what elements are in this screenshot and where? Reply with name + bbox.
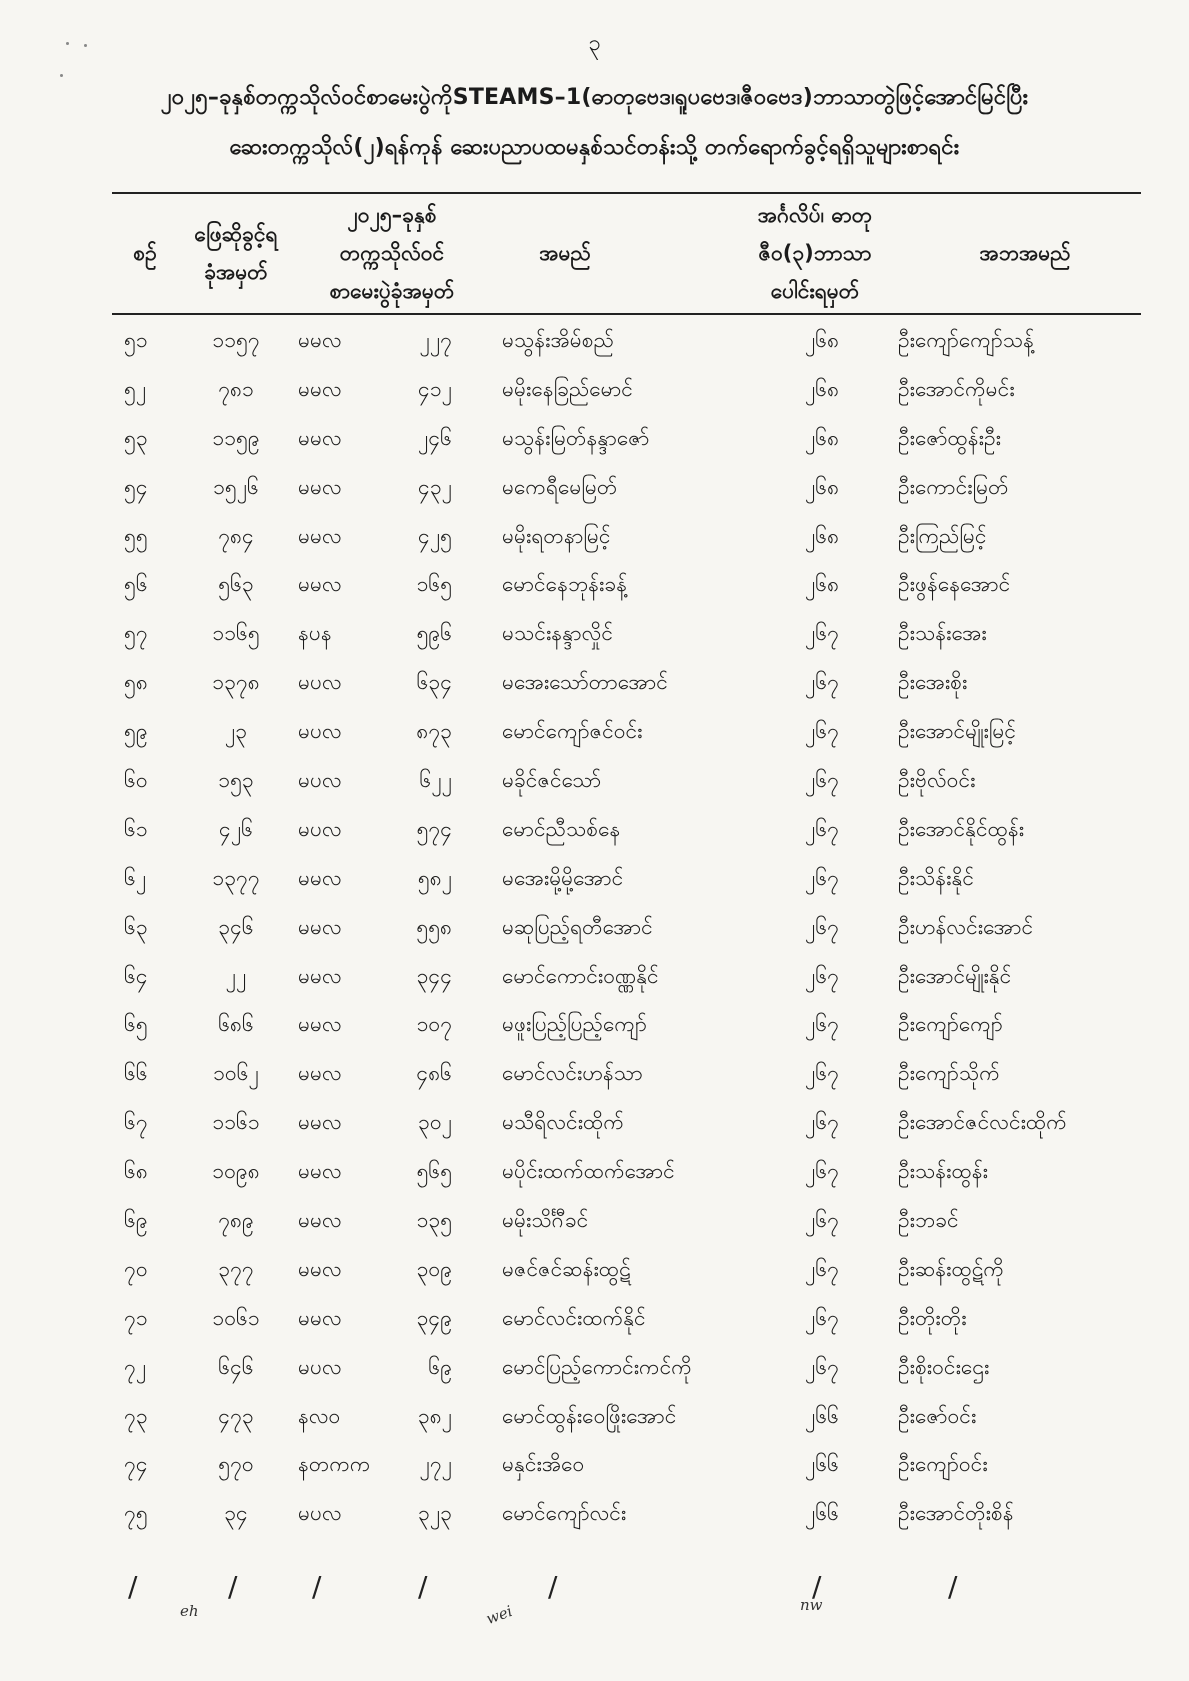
row-marks: ၂၆၇	[805, 1159, 839, 1184]
table-top-rule	[112, 192, 1141, 194]
footer-initial-3: nw	[800, 1596, 823, 1614]
row-serial-no: ၇၃	[124, 1403, 148, 1428]
row-exam-no: ၄၁၂	[418, 376, 452, 401]
table-row	[112, 1198, 1142, 1247]
row-name: မခိုင်ဇင်သော်	[502, 767, 602, 792]
row-roll-no: ၇၈၁	[218, 376, 254, 401]
row-name: မပိုင်းထက်ထက်အောင်	[502, 1159, 675, 1184]
row-marks: ၂၆၈	[804, 572, 840, 597]
row-exam-prefix: နတကက	[298, 1452, 371, 1477]
row-serial-no: ၅၁	[124, 327, 148, 352]
row-roll-no: ၁၃၇၈	[212, 670, 260, 695]
row-exam-no: ၃၀၉	[416, 1256, 452, 1281]
row-exam-no: ၆၃၄	[416, 670, 452, 695]
header-father-name: အဘအမည်	[979, 241, 1071, 265]
row-roll-no: ၁၃၇၇	[212, 865, 260, 890]
row-serial-no: ၇၅	[124, 1501, 148, 1526]
row-marks: ၂၆၆	[805, 1452, 839, 1477]
table-row	[112, 758, 1142, 807]
footer-mark-7: /	[948, 1570, 958, 1603]
row-father-name: ဦးသန်းထွန်း	[898, 1159, 988, 1184]
row-father-name: ဦးအောင်မျိုးမြင့်	[898, 719, 1016, 744]
table-row	[112, 1149, 1142, 1198]
row-exam-prefix: နလဝ	[298, 1403, 341, 1428]
row-roll-no: ၄၂၆	[219, 816, 253, 841]
row-exam-prefix: မမလ	[298, 425, 342, 450]
row-exam-prefix: နပန	[298, 621, 332, 646]
table-row	[112, 318, 1142, 367]
row-serial-no: ၅၆	[124, 572, 148, 597]
row-father-name: ဦးကျော်ကျော်သန့်	[898, 327, 1034, 352]
row-marks: ၂၆၇	[805, 1354, 839, 1379]
header-serial-no: စဉ်	[133, 241, 157, 265]
row-marks: ၂၆၇	[805, 1061, 839, 1086]
row-exam-prefix: မမလ	[298, 376, 342, 401]
row-exam-prefix: မမလ	[298, 865, 342, 890]
row-serial-no: ၆၆	[124, 1061, 148, 1086]
row-exam-no: ၅၇၄	[416, 816, 452, 841]
footer-initial-2: wei	[483, 1602, 515, 1628]
row-exam-prefix: မမလ	[298, 963, 342, 988]
row-roll-no: ၁၁၆၁	[212, 1110, 260, 1135]
row-exam-no: ၃၂၃	[418, 1501, 452, 1526]
row-father-name: ဦးတိုးတိုး	[898, 1305, 967, 1330]
row-marks: ၂၆၇	[805, 1012, 839, 1037]
row-exam-no: ၅၈၂	[417, 865, 452, 890]
row-exam-prefix: မပလ	[298, 719, 342, 744]
table-row	[112, 416, 1142, 465]
row-name: မောင်ထွန်းဝေဖြိုးအောင်	[502, 1403, 677, 1428]
row-father-name: ဦးအောင်မျိုးနိုင်	[898, 963, 1012, 988]
scan-speck	[60, 74, 63, 77]
row-marks: ၂၆၈	[804, 474, 840, 499]
row-serial-no: ၅၂	[124, 376, 147, 401]
row-roll-no: ၃၄၆	[218, 914, 254, 939]
row-marks: ၂၆၇	[805, 767, 839, 792]
row-father-name: ဦးကျော်ဝင်း	[898, 1452, 988, 1477]
row-father-name: ဦးဗိုလ်ဝင်း	[898, 767, 976, 792]
row-roll-no: ၁၁၅၉	[212, 425, 260, 450]
row-name: မသင်းနန္ဒာလှိုင်	[502, 621, 613, 646]
row-serial-no: ၆၇	[124, 1110, 148, 1135]
footer-initial-1: eh	[180, 1602, 199, 1620]
row-exam-no: ၈၇၃	[416, 719, 452, 744]
row-father-name: ဦးသန်းအေး	[898, 621, 987, 646]
row-father-name: ဦးသိန်းနိုင်	[898, 865, 974, 890]
table-row	[112, 1100, 1142, 1149]
row-serial-no: ၆၀	[124, 767, 148, 792]
header-name: အမည်	[539, 241, 591, 265]
row-name: မသွန်းအိမ်စည်	[502, 327, 614, 352]
footer-mark-1: /	[128, 1570, 138, 1603]
row-exam-prefix: မမလ	[298, 1012, 342, 1037]
row-exam-prefix: မပလ	[298, 816, 342, 841]
row-exam-prefix: မမလ	[298, 1061, 342, 1086]
row-father-name: ဦးဆန်းထွဋ်ကို	[898, 1256, 1004, 1281]
row-name: မနှင်းအိဝေ	[502, 1452, 585, 1477]
row-marks: ၂၆၇	[805, 1256, 839, 1281]
row-roll-no: ၁၅၂၆	[213, 474, 259, 499]
row-marks: ၂၆၇	[805, 670, 839, 695]
row-marks: ၂၆၈	[804, 425, 840, 450]
row-serial-no: ၅၉	[124, 719, 148, 744]
table-row	[112, 1247, 1142, 1296]
row-marks: ၂၆၇	[805, 865, 839, 890]
row-exam-no: ၄၈၆	[416, 1061, 452, 1086]
row-serial-no: ၅၈	[124, 670, 148, 695]
row-exam-no: ၅၆၅	[416, 1159, 452, 1184]
row-serial-no: ၅၇	[124, 621, 148, 646]
document-title-line-2: ဆေးတက္ကသိုလ်(၂)ရန်ကုန် ဆေးပညာပထမနှစ်သင်တန်းသို့ တက်ရောက်ခွင့်ရရှိသူများစာရင်း	[229, 135, 960, 160]
row-name: မသီရိလင်းထိုက်	[502, 1110, 624, 1135]
row-name: မကေရီမေမြတ်	[502, 474, 618, 499]
row-marks: ၂၆၇	[805, 719, 839, 744]
row-exam-prefix: မမလ	[298, 327, 342, 352]
row-exam-prefix: မပလ	[298, 1501, 342, 1526]
row-roll-no: ၇၈၄	[218, 523, 254, 548]
row-father-name: ဦးအောင်တိုးစိန်	[898, 1501, 1014, 1526]
row-serial-no: ၆၂	[124, 865, 147, 890]
footer-mark-6: /	[812, 1570, 822, 1603]
row-father-name: ဦးဖွန်နေအောင်	[898, 572, 1011, 597]
row-father-name: ဦးဘခင်	[898, 1207, 959, 1232]
table-row	[112, 905, 1142, 954]
table-row	[112, 1491, 1142, 1540]
row-name: မသွန်းမြတ်နန္ဒာဇော်	[502, 425, 650, 450]
row-exam-no: ၂၂၇	[419, 327, 452, 352]
row-name: မမိုးနေခြည်မောင်	[502, 376, 633, 401]
row-exam-no: ၄၂၅	[418, 523, 452, 548]
table-header-rule	[112, 313, 1141, 315]
row-father-name: ဦးဇော်ထွန်းဦး	[898, 425, 1001, 450]
row-exam-no: ၂၄၆	[418, 425, 452, 450]
document-title-line-1: ၂၀၂၅–ခုနှစ်တက္ကသိုလ်ဝင်စာမေးပွဲကိုSTEAMS–1(ဓာတုဗေဒ၊ရူပဗေဒ၊ဇီဝဗေဒ)ဘာသာတွဲဖြင့်အောင်မြင်ပြီး	[160, 85, 1029, 110]
row-serial-no: ၆၅	[124, 1012, 148, 1037]
results-table	[112, 318, 1142, 1540]
row-roll-no: ၇၈၉	[218, 1207, 254, 1232]
row-serial-no: ၅၅	[124, 523, 148, 548]
row-roll-no: ၂၃	[224, 719, 248, 744]
row-marks: ၂၆၇	[805, 914, 839, 939]
header-roll-no: ဖြေဆိုခွင့်ရ ခုံအမှတ်	[194, 222, 278, 284]
row-roll-no: ၄၇၃	[218, 1403, 254, 1428]
row-marks: ၂၆၇	[805, 1207, 839, 1232]
row-father-name: ဦးကောင်းမြတ်	[898, 474, 1009, 499]
row-roll-no: ၁၁၅၇	[212, 327, 260, 352]
row-exam-prefix: မမလ	[298, 1305, 342, 1330]
row-marks: ၂၆၇	[805, 1110, 839, 1135]
row-father-name: ဦးဟန်လင်းအောင်	[898, 914, 1034, 939]
row-marks: ၂၆၆	[805, 1501, 839, 1526]
row-serial-no: ၆၁	[124, 816, 148, 841]
row-serial-no: ၆၈	[124, 1159, 148, 1184]
row-serial-no: ၆၉	[124, 1207, 148, 1232]
row-exam-no: ၁၀၇	[416, 1012, 452, 1037]
table-row	[112, 611, 1142, 660]
row-exam-no: ၂၇၂	[419, 1452, 452, 1477]
row-father-name: ဦးအောင်ကိုမင်း	[898, 376, 1015, 401]
scan-speck	[66, 42, 69, 45]
page-number: ၃	[588, 31, 601, 56]
row-marks: ၂၆၈	[804, 327, 840, 352]
table-row	[112, 954, 1142, 1003]
row-name: မောင်နေဘုန်းခန့်	[502, 572, 628, 597]
row-exam-no: ၆၂၂	[419, 767, 452, 792]
table-row	[112, 1394, 1142, 1443]
row-father-name: ဦးစိုးဝင်းဌေး	[898, 1354, 990, 1379]
row-roll-no: ၆၈၆	[218, 1012, 254, 1037]
row-father-name: ဦးကျော်သိုက်	[898, 1061, 1000, 1086]
row-exam-no: ၁၆၅	[416, 572, 452, 597]
row-marks: ၂၆၈	[804, 376, 840, 401]
footer-mark-3: /	[312, 1570, 322, 1603]
row-exam-prefix: မမလ	[298, 474, 342, 499]
row-name: မမိုးသိင်္ဂီခင်	[502, 1207, 589, 1232]
row-exam-prefix: မမလ	[298, 1159, 342, 1184]
row-exam-prefix: မမလ	[298, 523, 342, 548]
header-marks: အင်္ဂလိပ်၊ ဓာတု ဇီဝ(၃)ဘာသာ ပေါင်းရမှတ်	[757, 203, 873, 303]
row-exam-prefix: မပလ	[298, 670, 342, 695]
row-father-name: ဦးကျော်ကျော်	[898, 1012, 1003, 1037]
row-marks: ၂၆၇	[805, 816, 839, 841]
row-marks: ၂၆၆	[805, 1403, 839, 1428]
row-exam-prefix: မမလ	[298, 1207, 342, 1232]
row-marks: ၂၆၇	[805, 963, 839, 988]
row-name: မောင်ကျော်ဇင်ဝင်း	[502, 719, 643, 744]
row-roll-no: ၁၀၉၈	[212, 1159, 260, 1184]
row-exam-no: ၄၃၂	[418, 474, 452, 499]
row-name: မောင်လင်းထက်နိုင်	[502, 1305, 646, 1330]
table-row	[112, 1002, 1142, 1051]
row-serial-no: ၇၁	[124, 1305, 148, 1330]
row-roll-no: ၁၁၆၅	[212, 621, 260, 646]
row-father-name: ဦးအောင်ဇင်လင်းထိုက်	[898, 1110, 1067, 1135]
table-row	[112, 562, 1142, 611]
table-row	[112, 1051, 1142, 1100]
row-name: မအေးမို့မို့အောင်	[502, 865, 624, 890]
row-marks: ၂၆၇	[805, 621, 839, 646]
row-serial-no: ၇၀	[124, 1256, 148, 1281]
row-name: မောင်ညီသစ်နေ	[502, 816, 621, 841]
row-exam-prefix: မမလ	[298, 914, 342, 939]
row-name: မအေးသော်တာအောင်	[502, 670, 668, 695]
row-serial-no: ၆၄	[124, 963, 148, 988]
row-name: မဇင်ဇင်ဆန်းထွဋ်	[502, 1256, 631, 1281]
row-name: မဖူးပြည့်ပြည့်ကျော်	[502, 1012, 647, 1037]
row-roll-no: ၃၇၇	[218, 1256, 254, 1281]
table-row	[112, 1345, 1142, 1394]
row-exam-no: ၁၃၅	[416, 1207, 452, 1232]
row-exam-no: ၆၉	[428, 1354, 452, 1379]
row-father-name: ဦးအေးစိုး	[898, 670, 968, 695]
footer-mark-4: /	[418, 1570, 428, 1603]
row-marks: ၂၆၈	[804, 523, 840, 548]
results-table-body	[112, 318, 1142, 1540]
row-roll-no: ၆၄၆	[218, 1354, 254, 1379]
row-roll-no: ၁၅၃	[218, 767, 254, 792]
row-serial-no: ၇၄	[124, 1452, 148, 1477]
table-row	[112, 856, 1142, 905]
row-exam-no: ၅၉၆	[416, 621, 452, 646]
table-row	[112, 514, 1142, 563]
header-exam-no: ၂၀၂၅–ခုနှစ် တက္ကသိုလ်ဝင် စာမေးပွဲခုံအမှတ်	[329, 203, 455, 303]
row-name: မောင်ကောင်းဝဏ္ဏနိုင်	[502, 963, 659, 988]
row-name: မောင်ကျော်လင်း	[502, 1501, 627, 1526]
row-roll-no: ၁၀၆၁	[212, 1305, 260, 1330]
row-exam-no: ၃၄၄	[416, 963, 452, 988]
row-exam-no: ၅၅၈	[416, 914, 452, 939]
footer-mark-5: /	[548, 1570, 558, 1603]
table-row	[112, 465, 1142, 514]
row-father-name: ဦးဇော်ဝင်း	[898, 1403, 977, 1428]
table-row	[112, 1442, 1142, 1491]
row-exam-prefix: မမလ	[298, 572, 342, 597]
row-father-name: ဦးကြည်မြင့်	[898, 523, 987, 548]
table-row	[112, 1296, 1142, 1345]
row-marks: ၂၆၇	[805, 1305, 839, 1330]
row-roll-no: ၁၀၆၂	[213, 1061, 259, 1086]
row-exam-no: ၃၈၂	[417, 1403, 452, 1428]
footer-mark-2: /	[228, 1570, 238, 1603]
row-serial-no: ၅၄	[124, 474, 148, 499]
scan-speck	[84, 44, 87, 47]
row-name: မမိုးရတနာမြင့်	[502, 523, 611, 548]
row-serial-no: ၆၃	[124, 914, 148, 939]
row-roll-no: ၅၆၃	[218, 572, 254, 597]
row-father-name: ဦးအောင်နိုင်ထွန်း	[898, 816, 1025, 841]
row-exam-prefix: မပလ	[298, 1354, 342, 1379]
row-name: မောင်လင်းဟန်သာ	[502, 1061, 643, 1086]
row-exam-prefix: မပလ	[298, 767, 342, 792]
row-serial-no: ၅၃	[124, 425, 148, 450]
table-row	[112, 709, 1142, 758]
row-exam-prefix: မမလ	[298, 1256, 342, 1281]
row-exam-no: ၃၄၉	[416, 1305, 452, 1330]
row-name: မောင်ပြည့်ကောင်းကင်ကို	[502, 1354, 692, 1379]
table-row	[112, 367, 1142, 416]
row-serial-no: ၇၂	[124, 1354, 147, 1379]
row-roll-no: ၂၂	[225, 963, 247, 988]
table-row	[112, 807, 1142, 856]
row-exam-prefix: မမလ	[298, 1110, 342, 1135]
table-row	[112, 660, 1142, 709]
row-name: မဆုပြည့်ရတီအောင်	[502, 914, 653, 939]
row-roll-no: ၅၇၀	[218, 1452, 254, 1477]
row-exam-no: ၃၀၂	[418, 1110, 452, 1135]
row-roll-no: ၃၄	[224, 1501, 248, 1526]
